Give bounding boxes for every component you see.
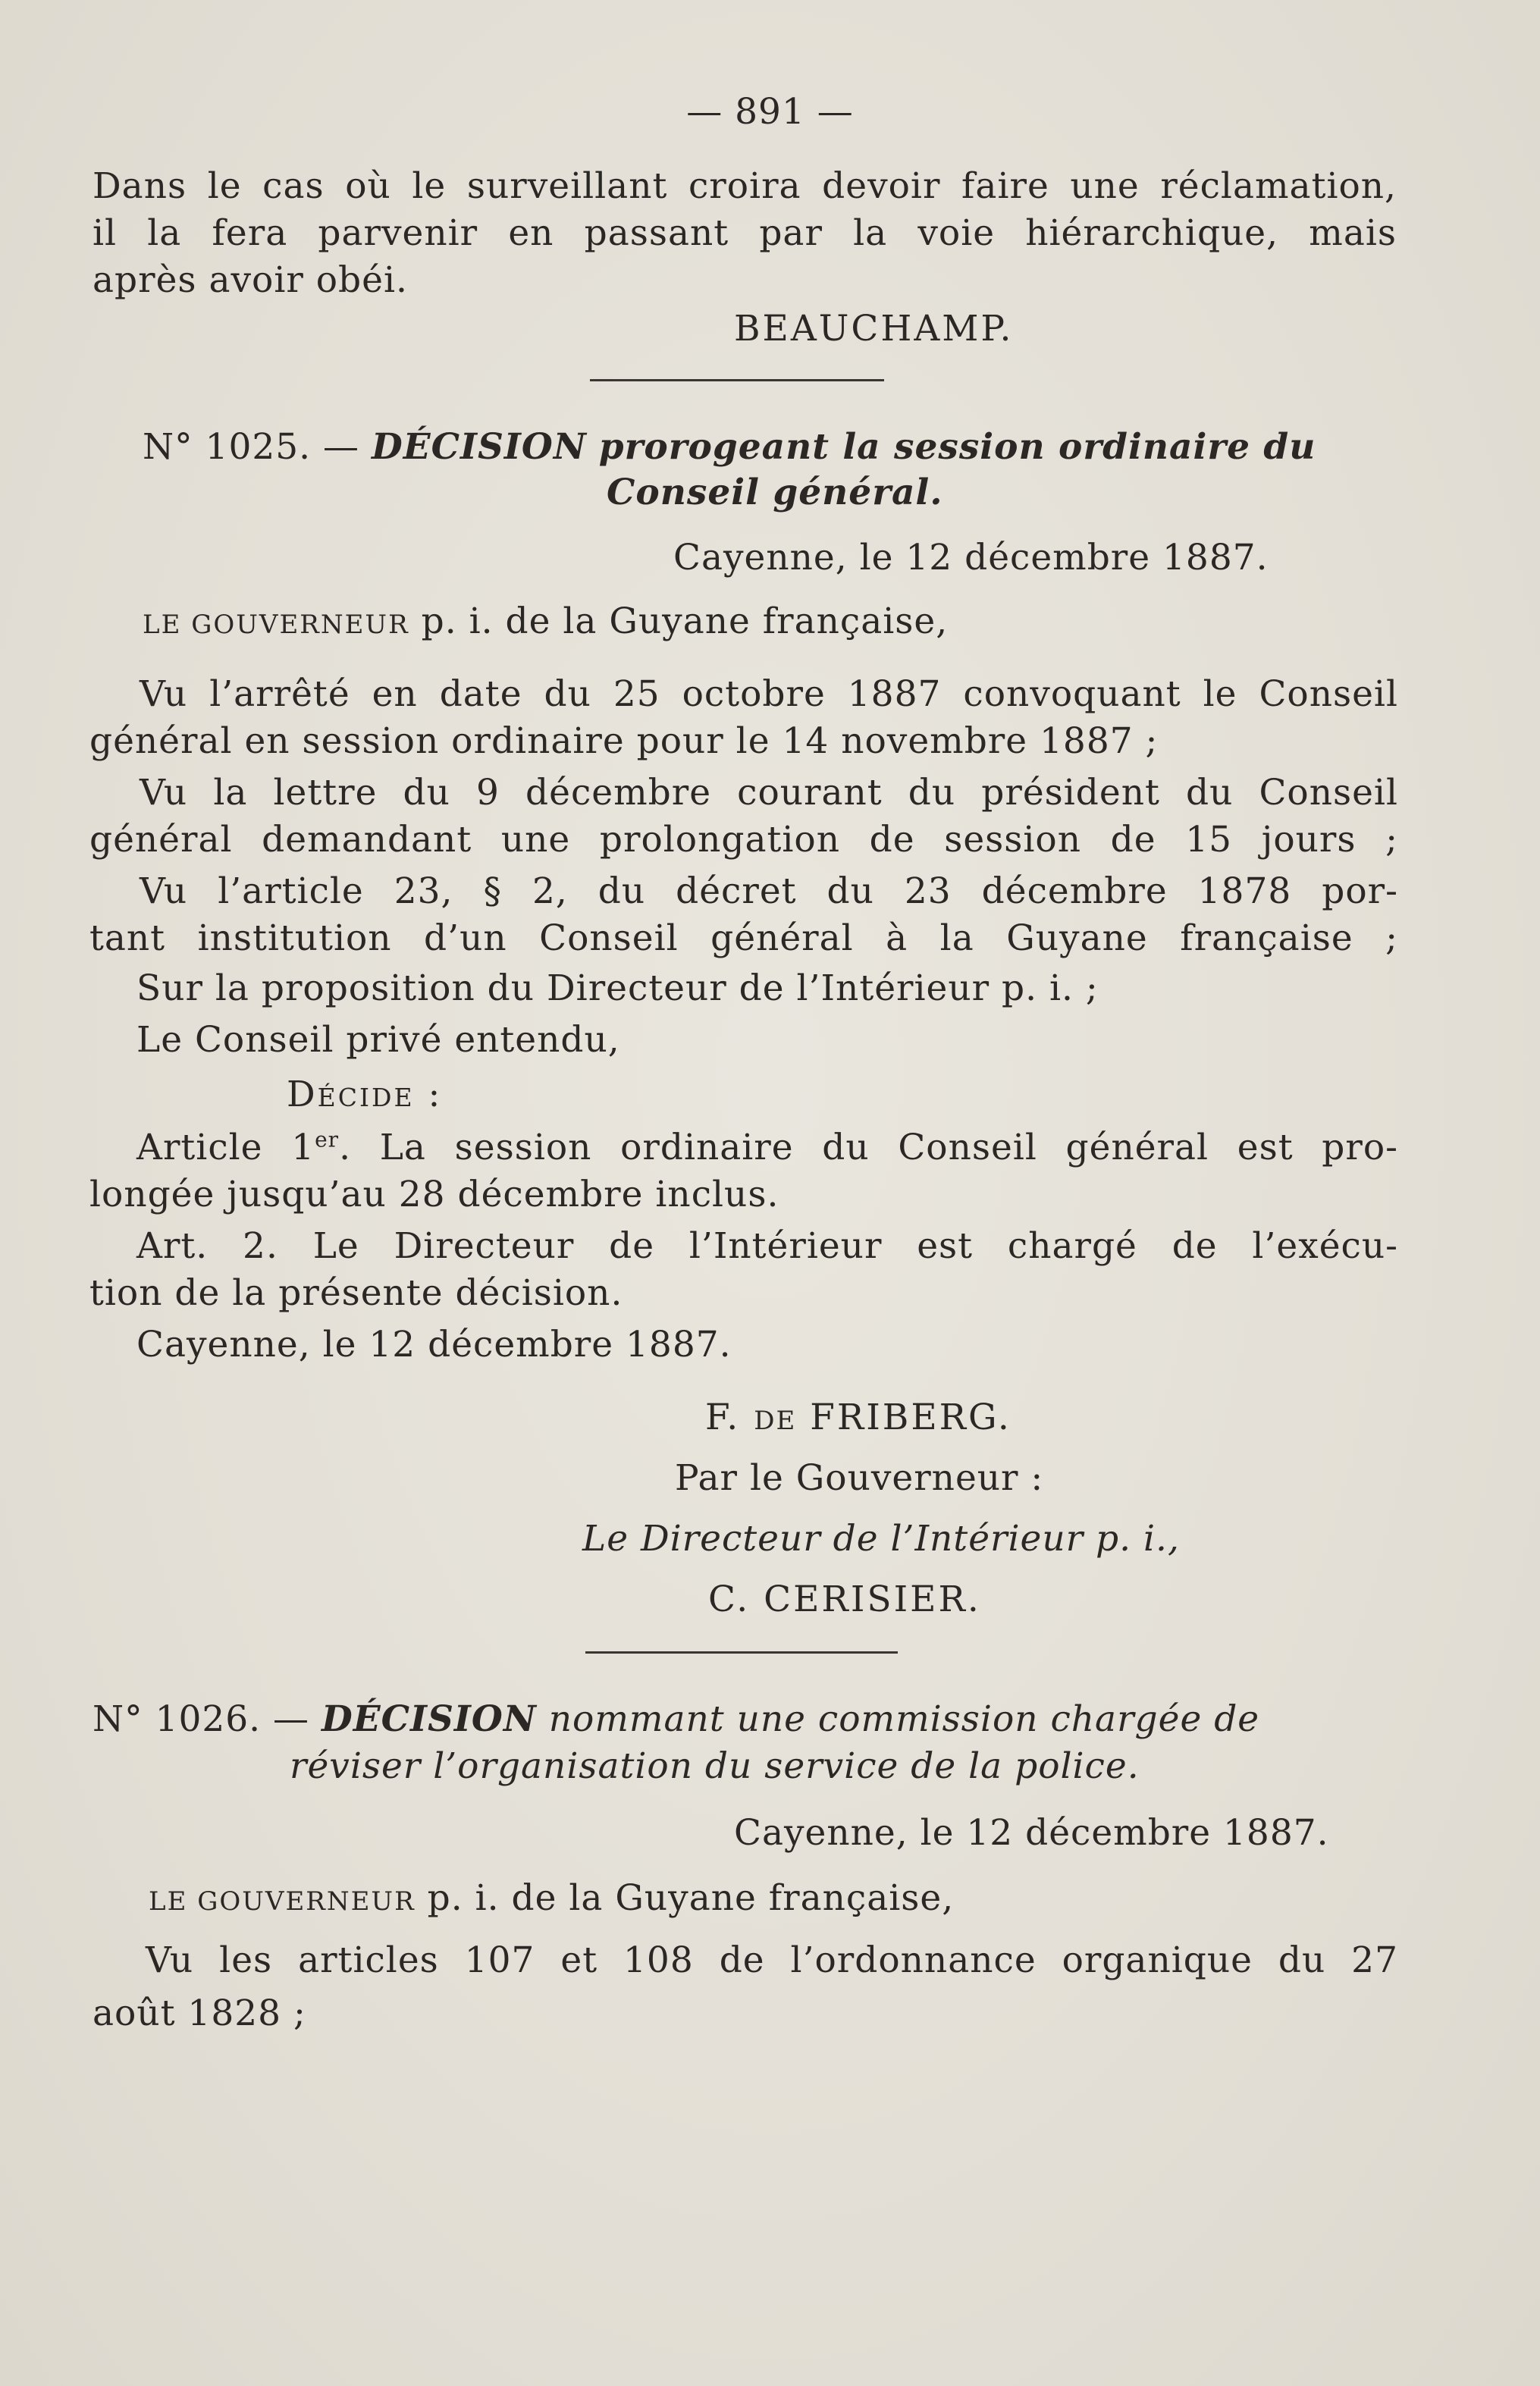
article-1-line-2: longée jusqu’au 28 décembre inclus.	[89, 1174, 779, 1215]
vu-3-line-2: tant institution d’un Conseil général à la Guyane française ;	[89, 917, 1398, 959]
section-divider-2	[585, 1651, 898, 1654]
governor-title-2: LE GOUVERNEUR	[149, 1886, 416, 1917]
closing-date: Cayenne, le 12 décembre 1887.	[136, 1324, 732, 1365]
decision-1025-title: prorogeant la session ordinaire du	[598, 426, 1316, 468]
signature-particle: DE	[754, 1406, 797, 1436]
decision-1026-title: nommant une commission chargée de	[548, 1698, 1260, 1740]
vu-2-line-1: Vu la lettre du 9 décembre courant du président du Conseil	[140, 772, 1398, 814]
decision-1025-dateline: Cayenne, le 12 décembre 1887.	[673, 537, 1269, 578]
conseil-prive: Le Conseil privé entendu,	[136, 1019, 620, 1061]
signature-initial: F.	[705, 1397, 741, 1438]
governor-rest-2: p. i. de la Guyane française,	[427, 1877, 955, 1919]
vu-2-line-2: général demandant une prolongation de session de 15 jours ;	[89, 819, 1398, 861]
decide-heading: Décide :	[287, 1074, 443, 1115]
article-1-label: Article 1	[136, 1127, 315, 1168]
vu-1-line-2: général en session ordinaire pour le 14 novembre 1887 ;	[89, 720, 1159, 762]
decision-1026-vu-line-2: août 1828 ;	[93, 1993, 306, 2034]
article-2-line-2: tion de la présente décision.	[89, 1272, 623, 1314]
vu-1-line-1: Vu l’arrêté en date du 25 octobre 1887 convoquant le Conseil	[140, 673, 1398, 715]
article-1-line-1	[136, 1125, 1398, 1171]
decision-1026-governor	[149, 1876, 954, 1924]
governor-rest: p. i. de la Guyane française,	[421, 600, 949, 642]
article-1-sup: er	[315, 1127, 340, 1152]
directeur-interieur: Le Directeur de l’Intérieur p. i.,	[582, 1518, 1180, 1560]
decision-1025-number: N° 1025. —	[143, 426, 360, 468]
section-divider	[590, 379, 884, 381]
intro-line-1: Dans le cas où le surveillant croira devoir faire une réclamation,	[93, 165, 1397, 207]
signature-name: FRIBERG.	[810, 1397, 1012, 1438]
par-le-gouverneur: Par le Gouverneur :	[675, 1457, 1044, 1499]
signature-beauchamp: BEAUCHAMP.	[734, 308, 1014, 350]
decision-1025-title-line-2: Conseil général.	[607, 472, 943, 513]
article-1-text: . La session ordinaire du Conseil général est pro-	[339, 1127, 1399, 1168]
signature-friberg	[705, 1395, 1012, 1444]
decision-1025-kind: DÉCISION	[372, 426, 587, 468]
article-2-line-1: Art. 2. Le Directeur de l’Intérieur est chargé de l’exécu-	[136, 1225, 1398, 1267]
vu-3-line-1: Vu l’article 23, § 2, du décret du 23 décembre 1878 por-	[140, 870, 1398, 912]
intro-line-2: il la fera parvenir en passant par la voie hiérarchique, mais	[93, 212, 1397, 254]
decision-1026-kind: DÉCISION	[321, 1698, 537, 1740]
decision-1026-dateline: Cayenne, le 12 décembre 1887.	[734, 1812, 1329, 1854]
governor-title: LE GOUVERNEUR	[143, 610, 409, 640]
signature-cerisier: C. CERISIER.	[708, 1579, 981, 1620]
sur-la-proposition: Sur la proposition du Directeur de l’Intérieur p. i. ;	[136, 967, 1099, 1009]
page-number: — 891 —	[686, 91, 854, 133]
decision-1026-title-line-2: réviser l’organisation du service de la police.	[290, 1745, 1140, 1787]
decision-1026-number: N° 1026. —	[93, 1698, 310, 1740]
decision-1025-governor	[143, 599, 948, 647]
decision-1026-vu-line-1: Vu les articles 107 et 108 de l’ordonnance organique du 27	[146, 1939, 1398, 1981]
decision-1026-heading	[93, 1697, 1259, 1742]
intro-line-3: après avoir obéi.	[93, 259, 408, 301]
decision-1025-heading	[143, 425, 1316, 470]
